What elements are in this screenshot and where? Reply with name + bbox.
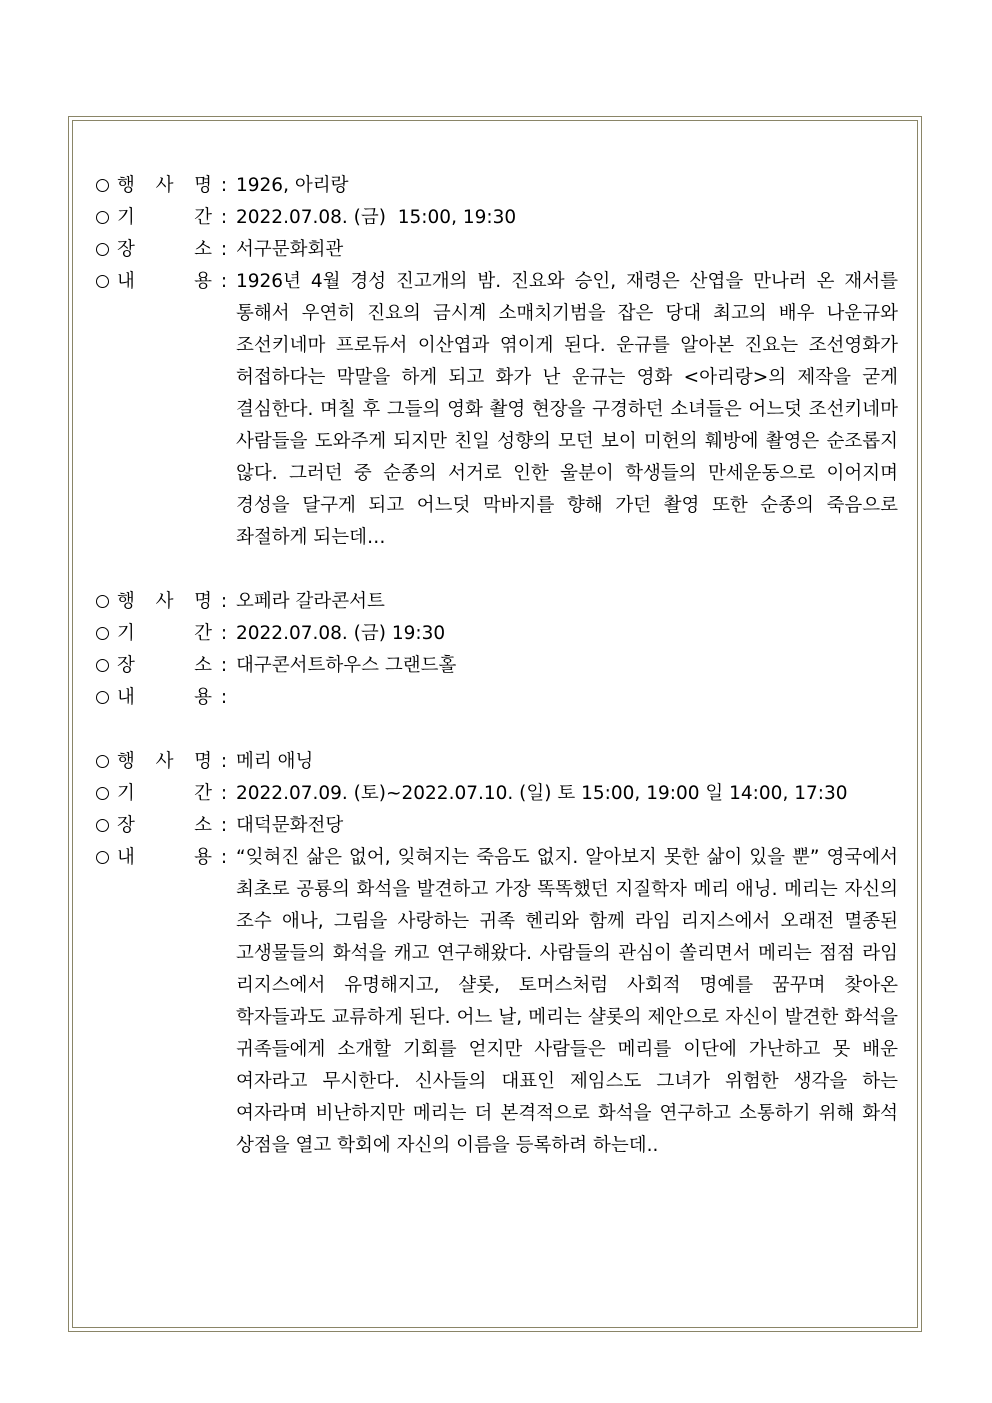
circle-bullet-icon — [96, 211, 109, 224]
label-period: 기 간 — [117, 207, 212, 228]
colon: : — [220, 591, 228, 612]
event-name-value: 메리 애닝 — [236, 751, 314, 772]
circle-bullet-icon — [96, 243, 109, 256]
label-event-name: 행 사 명 — [117, 751, 212, 772]
event-place-value: 서구문화회관 — [236, 239, 344, 260]
event-period-value: 2022.07.08. (금) 19:30 — [236, 623, 446, 644]
event-period-row — [94, 618, 898, 650]
circle-bullet-icon — [96, 819, 109, 832]
event-name-value: 오페라 갈라콘서트 — [236, 591, 385, 612]
event-content-value: “잊혀진 삶은 없어, 잊혀지는 죽음도 없지. 알아보지 못한 삶이 있을 뿐” 영국에서 최초로 공룡의 화석을 발견하고 가장 똑똑했던 지질학자 메리 애닝. 메리는 자신의 조수 애나, 그림을 사랑하는 귀족 헨리와 함께 라임 리지스에서 오래전 멸종된 고생물들의 화석을 캐고 연구해왔다. 사람들의 관심이 쏠리면서 메리는 점점 라임 리지스에서 유명해지고, 샬롯, 토머스처럼 사회적 명예를 꿈꾸며 찾아온 학자들과도 교류하게 된다. 어느 날, 메리는 샬롯의 제안으로 자신이 발견한 화석을 귀족들에게 소개할 기회를 얻지만 사람들은 메리를 이단에 가난하고 못 배운 여자라고 무시한다. 신사들의 대표인 제임스도 그녀가 위험한 생각을 하는 여자라며 비난하지만 메리는 더 본격적으로 화석을 연구하고 소통하기 위해 화석 상점을 열고 학회에 자신의 이름을 등록하려 하는데.. — [236, 847, 898, 1156]
label-event-name: 행 사 명 — [117, 591, 212, 612]
event-name-row — [94, 586, 898, 618]
colon: : — [220, 207, 228, 228]
circle-bullet-icon — [96, 595, 109, 608]
colon: : — [220, 655, 228, 676]
colon: : — [220, 847, 228, 868]
event-place-row — [94, 234, 898, 266]
colon: : — [220, 687, 228, 708]
circle-bullet-icon — [96, 179, 109, 192]
label-period: 기 간 — [117, 623, 212, 644]
event-name-value: 1926, 아리랑 — [236, 175, 349, 196]
event-period-value: 2022.07.08. (금) 15:00, 19:30 — [236, 207, 517, 228]
event-content-row — [94, 266, 898, 554]
event-content-row — [94, 682, 898, 714]
event-name-row — [94, 746, 898, 778]
colon: : — [220, 175, 228, 196]
colon: : — [220, 751, 228, 772]
colon: : — [220, 783, 228, 804]
label-place: 장 소 — [117, 239, 212, 260]
event-period-row — [94, 202, 898, 234]
event-1 — [94, 170, 898, 554]
label-event-name: 행 사 명 — [117, 175, 212, 196]
event-list — [94, 170, 898, 1194]
event-name-row — [94, 170, 898, 202]
event-place-value: 대구콘서트하우스 그랜드홀 — [236, 655, 457, 676]
colon: : — [220, 623, 228, 644]
colon: : — [220, 815, 228, 836]
event-place-row — [94, 650, 898, 682]
event-content-row — [94, 842, 898, 1162]
colon: : — [220, 271, 228, 292]
circle-bullet-icon — [96, 275, 109, 288]
event-2 — [94, 586, 898, 714]
event-place-row — [94, 810, 898, 842]
event-period-row — [94, 778, 898, 810]
circle-bullet-icon — [96, 851, 109, 864]
label-content: 내 용 — [117, 271, 212, 292]
label-content: 내 용 — [117, 687, 212, 708]
circle-bullet-icon — [96, 627, 109, 640]
event-3 — [94, 746, 898, 1162]
label-period: 기 간 — [117, 783, 212, 804]
circle-bullet-icon — [96, 691, 109, 704]
event-place-value: 대덕문화전당 — [236, 815, 344, 836]
label-place: 장 소 — [117, 655, 212, 676]
event-content-value: 1926년 4월 경성 진고개의 밤. 진요와 승인, 재령은 산엽을 만나러 온 재서를 통해서 우연히 진요의 금시계 소매치기범을 잡은 당대 최고의 배우 나운규와 조선키네마 프로듀서 이산엽과 엮이게 된다. 운규를 알아본 진요는 조선영화가 허접하다는 막말을 하게 되고 화가 난 운규는 영화 <아리랑>의 제작을 굳게 결심한다. 며칠 후 그들의 영화 촬영 현장을 구경하던 소녀들은 어느덧 조선키네마 사람들을 도와주게 되지만 친일 성향의 모던 보이 미헌의 훼방에 촬영은 순조롭지 않다. 그러던 중 순종의 서거로 인한 울분이 학생들의 만세운동으로 이어지며 경성을 달구게 되고 어느덧 막바지를 향해 가던 촬영 또한 순종의 죽음으로 좌절하게 되는데… — [236, 271, 898, 548]
label-place: 장 소 — [117, 815, 212, 836]
event-period-value: 2022.07.09. (토)~2022.07.10. (일) 토 15:00, 19:00 일 14:00, 17:30 — [236, 783, 848, 804]
colon: : — [220, 239, 228, 260]
label-content: 내 용 — [117, 847, 212, 868]
circle-bullet-icon — [96, 787, 109, 800]
circle-bullet-icon — [96, 659, 109, 672]
circle-bullet-icon — [96, 755, 109, 768]
